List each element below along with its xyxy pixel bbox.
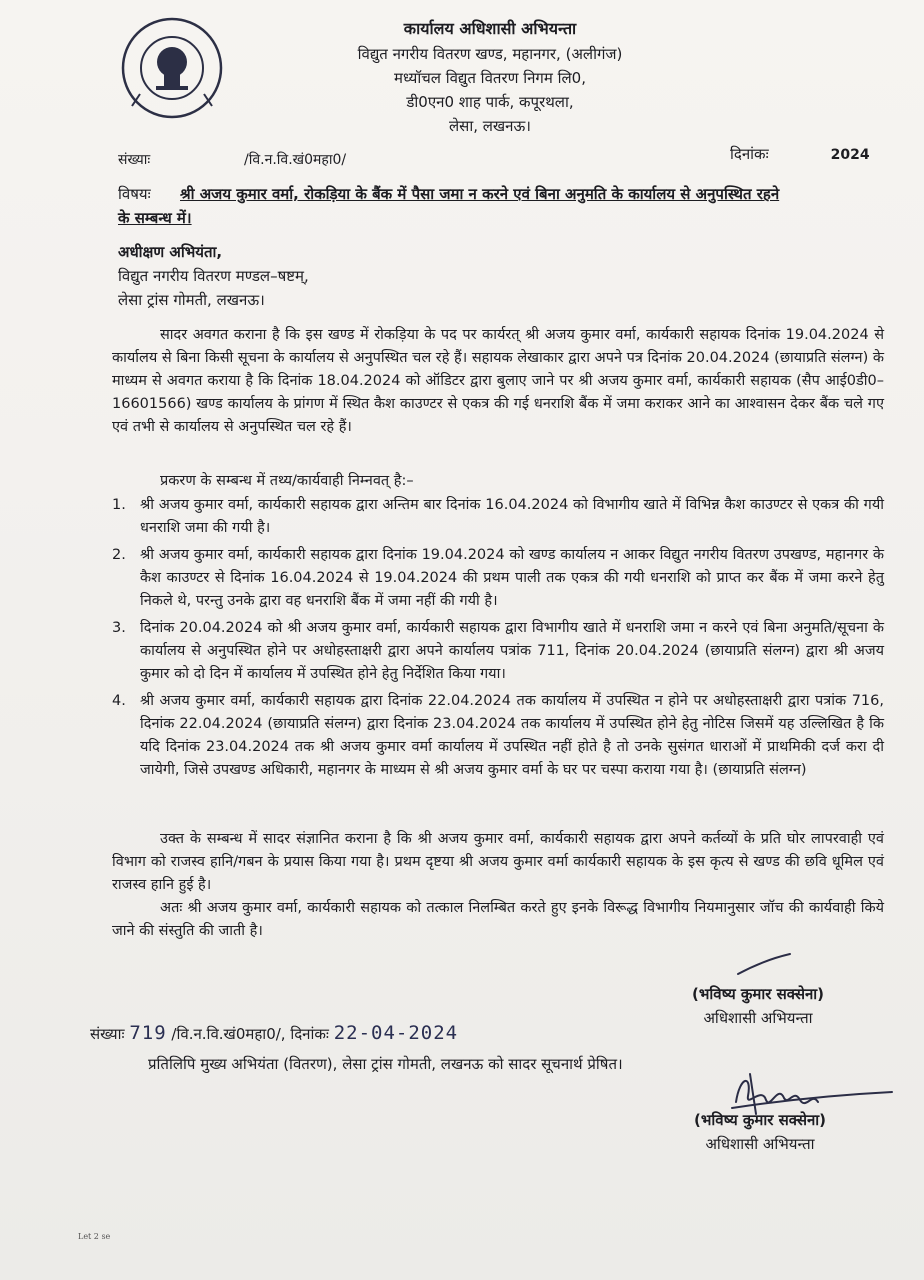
signatory-name: (भविष्य कुमार सक्सेना) xyxy=(694,1111,827,1129)
footer-note: Let 2 se xyxy=(78,1232,111,1241)
list-item xyxy=(112,617,884,686)
list-item xyxy=(112,494,884,540)
facts-list xyxy=(112,494,884,786)
signatory-designation: अधिशासी अभियन्ता xyxy=(703,1009,813,1027)
conclusion-paragraph-2: अतः श्री अजय कुमार वर्मा, कार्यकारी सहायक को तत्काल निलम्बित करते हुए इनके विरूद्ध विभागीय नियमानुसार जॉच की कार्यवाही किये जाने की संस्तुति की जाती है। xyxy=(112,900,884,939)
list-item-text: श्री अजय कुमार वर्मा, कार्यकारी सहायक द्वारा दिनांक 22.04.2024 तक कार्यालय में उपस्थित न होने पर अधोहस्ताक्षरी द्वारा पत्रांक 716, दिनांक 22.04.2024 (छायाप्रति संलग्न) द्वारा दिनांक 23.04.2024 तक कार्यालय में उपस्थित होने हेतु नोटिस जिसमें यह उल्लिखित है कि यदि दिनांक 23.04.2024 तक श्री अजय कुमार वर्मा कार्यालय में उपस्थित नहीं होते है तो उनके सुसंगत धाराओं में प्राथमिकी दर्ज करा दी जायेगी, जिसे उपखण्ड अधिकारी, महानगर के माध्यम से श्री अजय कुमार वर्मा के घर पर चस्पा कराया गया है। (छायाप्रति संलग्न) xyxy=(140,693,884,778)
copy-ref-code: /वि.न.वि.खं0महा0/, दिनांकः xyxy=(171,1025,329,1043)
signatory-designation: अधिशासी अभियन्ता xyxy=(705,1135,815,1153)
signature-block-1 xyxy=(692,982,824,1030)
list-item-number: 3. xyxy=(112,620,126,636)
list-item-text: दिनांक 20.04.2024 को श्री अजय कुमार वर्मा, कार्यकारी सहायक द्वारा विभागीय खाते में धनराशि जमा न करने एवं बिना अनुमति/सूचना के कार्यालय से अनुपस्थित होने पर अधोहस्ताक्षरी द्वारा अपने कार्यालय पत्रांक 711, दिनांक 20.04.2024 (छायाप्रति संलग्न) द्वारा श्री अजय कुमार को दो दिन में कार्यालय में उपस्थित होने हेतु निर्देशित किया गया। xyxy=(140,620,884,682)
office-header xyxy=(300,16,680,138)
subject-line-2: के सम्बन्ध में। xyxy=(118,209,192,227)
subject-label: विषयः xyxy=(118,185,151,203)
date-year: 2024 xyxy=(830,147,870,163)
facts-heading: प्रकरण के सम्बन्ध में तथ्य/कार्यवाही निम्नवत् है:– xyxy=(160,473,414,489)
ref-label: संख्याः xyxy=(118,152,151,168)
office-corporation: मध्यॉचल विद्युत वितरण निगम लि0, xyxy=(394,69,586,87)
list-item xyxy=(112,544,884,613)
addressee-title: अधीक्षण अभियंता, xyxy=(118,243,223,261)
organization-seal-icon xyxy=(120,16,224,120)
office-address: डी0एन0 शाह पार्क, कपूरथला, xyxy=(406,93,574,111)
addressee-office: विद्युत नगरीय वितरण मण्डल–षष्टम्, xyxy=(118,267,309,285)
list-item xyxy=(112,690,884,782)
conclusion-paragraph-1: उक्त के सम्बन्ध में सादर संज्ञानित कराना है कि श्री अजय कुमार वर्मा, कार्यकारी सहायक द्वारा अपने कर्तव्यों के प्रति घोर लापरवाही एवं विभाग को राजस्व हानि/गबन के प्रयास किया गया है। प्रथम दृष्टया श्री अजय कुमार वर्मा कार्यकारी सहायक के इस कृत्य से खण्ड की छवि धूमिल एवं राजस्व हानि हुई है। xyxy=(112,831,884,893)
date-field xyxy=(730,144,870,164)
office-title: कार्यालय अधिशासी अभियन्ता xyxy=(403,19,577,38)
copy-recipient-line: प्रतिलिपि मुख्य अभियंता (वितरण), लेसा ट्रांस गोमती, लखनऊ को सादर सूचनार्थ प्रेषित। xyxy=(148,1055,623,1073)
addressee-place: लेसा ट्रांस गोमती, लखनऊ। xyxy=(118,291,265,309)
signature-stroke-icon xyxy=(734,950,794,980)
subject-line-1: श्री अजय कुमार वर्मा, रोकड़िया के बैंक में पैसा जमा न करने एवं बिना अनुमति के कार्यालय से अनुपस्थित रहने xyxy=(180,185,780,203)
office-city: लेसा, लखनऊ। xyxy=(449,117,531,135)
signature-block-2 xyxy=(694,1108,826,1156)
conclusion-block xyxy=(112,828,884,943)
list-item-text: श्री अजय कुमार वर्मा, कार्यकारी सहायक द्वारा दिनांक 19.04.2024 को खण्ड कार्यालय न आकर विद्युत नगरीय वितरण उपखण्ड, महानगर के कैश काउण्टर से दिनांक 16.04.2024 से 19.04.2024 की प्रथम पाली तक एकत्र की गयी धनराशि को प्राप्त कर बैंक में जमा करने हेतु निकले थे, परन्तु उनके द्वारा वह धनराशि बैंक में जमा नहीं की गयी है। xyxy=(140,547,884,609)
copy-ref-label: संख्याः xyxy=(90,1025,125,1043)
list-item-number: 1. xyxy=(112,497,126,513)
copy-ref-number: 719 xyxy=(129,1022,167,1044)
body-paragraph-block xyxy=(112,324,884,439)
subject-block xyxy=(118,182,898,230)
list-item-number: 4. xyxy=(112,693,126,709)
date-label: दिनांकः xyxy=(730,145,769,163)
list-item-number: 2. xyxy=(112,547,126,563)
body-paragraph-1: सादर अवगत कराना है कि इस खण्ड में रोकड़िया के पद पर कार्यरत् श्री अजय कुमार वर्मा, कार्यकारी सहायक दिनांक 19.04.2024 से कार्यालय से बिना किसी सूचना के कार्यालय से अनुपस्थित चल रहे हैं। सहायक लेखाकार द्वारा अपने पत्र दिनांक 20.04.2024 (छायाप्रति संलग्न) के माध्यम से अवगत कराया है कि दिनांक 18.04.2024 को ऑडिटर द्वारा बुलाए जाने पर श्री अजय कुमार वर्मा, कार्यकारी सहायक (सैप आई0डी0–16601566) खण्ड कार्यालय के प्रांगण में स्थित कैश काउण्टर से एकत्र की गई धनराशि बैंक में जमा कराकर आने का आश्वासन देकर बैंक चले गए एवं तभी से कार्यालय से अनुपस्थित चल रहे हैं। xyxy=(112,327,884,435)
office-division: विद्युत नगरीय वितरण खण्ड, महानगर, (अलीगंज) xyxy=(357,45,623,63)
copy-reference xyxy=(90,1022,458,1044)
addressee-block xyxy=(118,240,309,312)
copy-ref-date: 22-04-2024 xyxy=(333,1022,459,1044)
ref-code: /वि.न.वि.खं0महा0/ xyxy=(244,152,347,168)
signatory-name: (भविष्य कुमार सक्सेना) xyxy=(692,985,825,1003)
list-item-text: श्री अजय कुमार वर्मा, कार्यकारी सहायक द्वारा अन्तिम बार दिनांक 16.04.2024 को विभागीय खाते में विभिन्न कैश काउण्टर से एकत्र की गयी धनराशि जमा की गयी है। xyxy=(140,497,884,536)
